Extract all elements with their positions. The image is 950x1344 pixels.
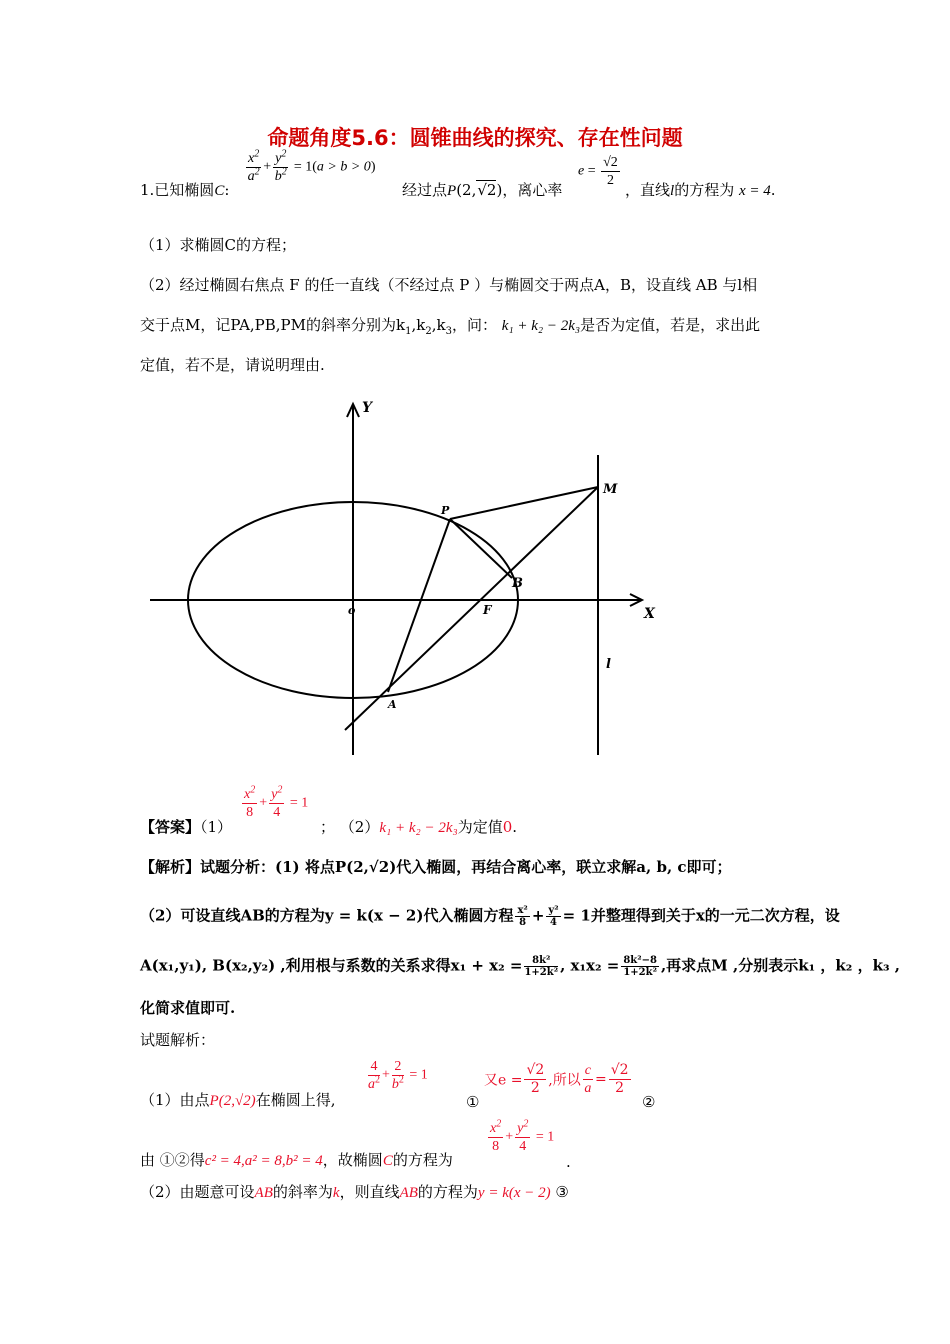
answer-line [140, 817, 232, 837]
question-1: （1）求椭圆C的方程； [140, 236, 297, 254]
question-2-line-2: 交于点M，记PA,PB,PM的斜率分别为$k_1,k_2,k_3$，问： k₁ + k₂ − 2k₃是否为定值，若是，求出此 [140, 316, 761, 337]
step1-e-prefix: 又e = [484, 1072, 523, 1089]
answer-part2 [320, 817, 517, 838]
line-label: ，直线 [625, 181, 671, 199]
segment-pm [450, 487, 598, 519]
page-title: 命题角度5.6：圆锥曲线的探究、存在性问题 [267, 126, 683, 150]
step2-equation: $\frac{x^2}{8}$ + $\frac{y^2}{4}$ = 1 [490, 1118, 555, 1154]
answer-label: 【答案】 [140, 818, 201, 836]
circle-3: ③ [555, 1183, 569, 1201]
label-origin: o [348, 604, 356, 617]
q2-text-c: 是否为定值，若是，求出此 [580, 316, 761, 334]
analysis-line-3: A(x₁,y₁), B(x₂,y₂) ,利用根与系数的关系求得x₁ + x₂ = $\frac{\text{8k²}}{\text{1+2k²}}$ , x₁x₂ = $\frac{\text{8k²−8}}{\text{1+2k²}}$ ,再求点M ,分别表示k₁ ，k₂ ，k₃ , [140, 955, 901, 978]
eccentricity-value: e = $\frac{√2}{2}$ [578, 155, 618, 188]
answer-semicolon: ； [320, 818, 336, 836]
analysis-line-4: 化简求值即可. [140, 999, 236, 1017]
step3-mid: 的斜率为 [272, 1183, 333, 1201]
answer-period: . [512, 818, 518, 836]
step2-period: . [566, 1153, 571, 1171]
step1-eccentricity: 又e = $\frac{√2}{2}$ ,所以 $\frac{c}{a}$ = $\frac{√2}{2}$ [484, 1062, 629, 1096]
step3-equation: y = k(x − 2) [477, 1185, 551, 1201]
step2-mid: ，故椭圆 [322, 1151, 383, 1169]
answer-tail: 为定值 [457, 818, 503, 836]
q2-text-a: 交于点M，记PA,PB,PM的斜率分别为k [140, 316, 406, 334]
line-equation: x = 4 [738, 183, 771, 199]
step2-mid2: 的方程为 [392, 1151, 453, 1169]
label-x: X [644, 606, 655, 622]
step3-ab: AB [254, 1185, 273, 1201]
analysis-line-2: （2）可设直线AB的方程为y = k(x − 2)代入椭圆方程 $\frac{\text{x²}}{8}$ + $\frac{\text{y²}}{4}$ = 1并整理得到关于x的一元二次方程，设 [140, 905, 840, 928]
label-l: l [606, 657, 611, 672]
label-m: M [603, 482, 618, 497]
step1-point: P(2,√2) [209, 1093, 256, 1109]
label-p: P [441, 504, 450, 517]
answer-value: 0 [502, 818, 513, 836]
solution-step-2: 由 ①②得c² = 4,a² = 8,b² = 4，故椭圆C的方程为 [140, 1151, 453, 1169]
line-equation-label: 的方程为 [674, 181, 735, 199]
answer-part1-label: （1） [200, 818, 233, 836]
segment-pb [450, 519, 512, 578]
through-point-label: 经过点 [402, 181, 448, 199]
question-2-line-3: 定值，若不是，请说明理由. [140, 356, 325, 374]
curve-name: C [214, 183, 225, 199]
analysis-text-1: 试题分析：(1) 将点P(2,√2)代入椭圆，再结合离心率，联立求解a, b, c即可； [200, 858, 732, 876]
line-ab-m [345, 487, 598, 730]
analysis-text-3c: ,再求点M ,分别表示k₁ ，k₂ ，k₃ , [660, 956, 901, 975]
solution-step-1 [140, 1090, 335, 1111]
problem-line-statement [625, 180, 776, 201]
label-y: Y [362, 400, 372, 416]
question-2-line-1: （2）经过椭圆右焦点 F 的任一直线（不经过点 P ）与椭圆交于两点A，B，设直线 AB 与l相 [140, 276, 758, 294]
step1-prefix: （1）由点 [140, 1091, 210, 1109]
solution-header: 试题解析： [140, 1031, 216, 1049]
step1-equation: $\frac{4}{a^2}$ + $\frac{2}{b^2}$ = 1 [368, 1059, 428, 1092]
label-a: A [388, 698, 397, 711]
answer-part2-label: （2） [339, 818, 380, 836]
analysis-text-3b: , x₁x₂ = [560, 956, 620, 975]
eccentricity-label: ，离心率 [502, 181, 563, 199]
circle-2: ② [642, 1093, 656, 1111]
problem-intro-text: 1.已知椭圆 [140, 181, 215, 199]
analysis-text-2a: （2）可设直线AB的方程为y = k(x − 2)代入椭圆方程 [140, 906, 514, 925]
step3-prefix: （2）由题意可设 [140, 1183, 255, 1201]
step2-prefix: 由 ①②得 [140, 1151, 205, 1169]
analysis-text-3a: A(x₁,y₁), B(x₂,y₂) ,利用根与系数的关系求得x₁ + x₂ = [140, 956, 523, 975]
step1-e-mid: ,所以 [548, 1072, 581, 1089]
problem-intro: 1.已知椭圆C: [140, 181, 230, 199]
label-b: B [512, 576, 523, 591]
period: . [770, 181, 776, 199]
solution-step-3 [140, 1182, 569, 1203]
step3-mid3: 的方程为 [417, 1183, 478, 1201]
label-f: F [483, 603, 492, 617]
circle-1: ① [466, 1093, 480, 1111]
ellipse-figure [140, 390, 680, 770]
answer-expression: k₁ + k₂ − 2k₃ [379, 820, 458, 836]
answer-ellipse-equation: $\frac{x^2}{8}$ + $\frac{y^2}{4}$ = 1 [244, 784, 309, 820]
step1-mid: 在椭圆上得, [255, 1091, 336, 1109]
step3-k: k [332, 1185, 340, 1201]
segment-pa [388, 519, 450, 692]
analysis-label: 【解析】 [140, 858, 201, 876]
analysis-text-2b: 并整理得到关于x的一元二次方程，设 [590, 906, 840, 925]
ellipse-general-equation: $\frac{x^2}{a^2}$ + $\frac{y^2}{b^2}$ = 1(a > b > 0) [247, 148, 376, 184]
q2-expression: k₁ + k₂ − 2k₃ [501, 318, 581, 334]
step3-mid2: ，则直线 [339, 1183, 400, 1201]
q2-text-b: ，问： [451, 316, 497, 334]
step3-ab-2: AB [399, 1185, 418, 1201]
line-name: l [670, 183, 675, 199]
analysis-line-1 [140, 857, 732, 877]
problem-through-point: 经过点P(2,√2)，离心率 [402, 181, 563, 199]
step2-values: c² = 4,a² = 8,b² = 4 [204, 1153, 323, 1169]
